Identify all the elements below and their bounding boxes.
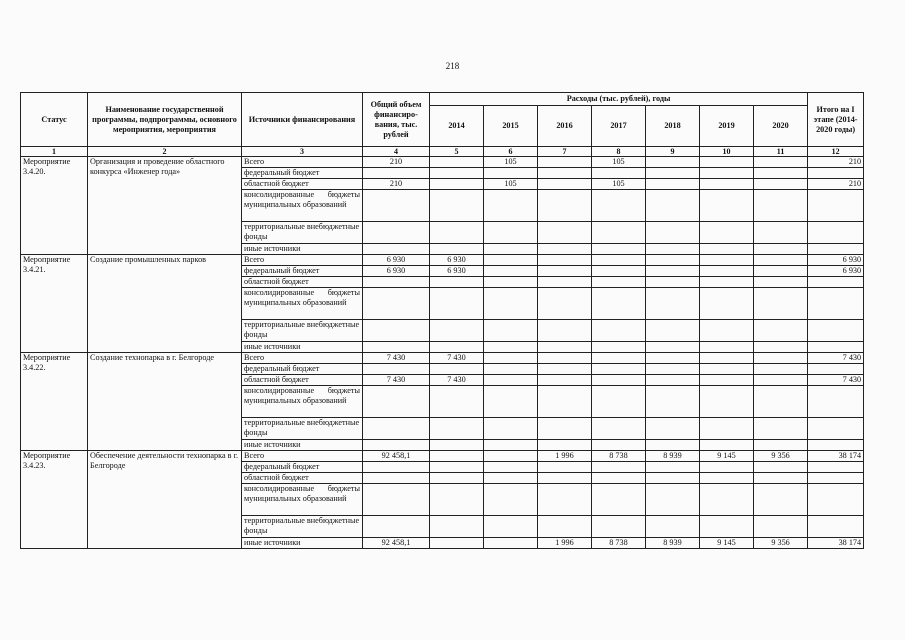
year-value-cell	[700, 168, 754, 179]
funding-source-cell: консолидированные бюджеты муниципальных образований	[242, 190, 363, 222]
year-value-cell	[754, 244, 808, 255]
table-row	[21, 255, 864, 266]
year-value-cell	[754, 277, 808, 288]
stage-total-cell	[808, 484, 864, 516]
header-year: 2016	[538, 106, 592, 147]
year-value-cell	[538, 244, 592, 255]
column-number: 3	[242, 147, 363, 157]
year-value-cell	[484, 277, 538, 288]
year-value-cell	[538, 157, 592, 168]
year-value-cell: 9 356	[754, 538, 808, 549]
year-value-cell	[484, 288, 538, 320]
year-value-cell	[538, 190, 592, 222]
column-number: 7	[538, 147, 592, 157]
header-year: 2017	[592, 106, 646, 147]
year-value-cell	[430, 538, 484, 549]
column-number: 1	[21, 147, 88, 157]
stage-total-cell	[808, 462, 864, 473]
year-value-cell	[538, 342, 592, 353]
year-value-cell	[592, 516, 646, 538]
header-year: 2020	[754, 106, 808, 147]
total-funding-cell	[363, 222, 430, 244]
year-value-cell	[592, 266, 646, 277]
year-value-cell	[646, 418, 700, 440]
year-value-cell	[538, 386, 592, 418]
year-value-cell	[700, 222, 754, 244]
year-value-cell	[592, 484, 646, 516]
year-value-cell	[646, 375, 700, 386]
status-cell: Мероприятие 3.4.23.	[21, 451, 88, 549]
funding-source-cell: иные источники	[242, 440, 363, 451]
year-value-cell	[754, 320, 808, 342]
funding-source-cell: иные источники	[242, 342, 363, 353]
total-funding-cell	[363, 386, 430, 418]
year-value-cell	[592, 244, 646, 255]
year-value-cell	[700, 440, 754, 451]
year-value-cell	[700, 342, 754, 353]
year-value-cell	[430, 386, 484, 418]
year-value-cell	[646, 244, 700, 255]
total-funding-cell: 210	[363, 157, 430, 168]
column-number: 4	[363, 147, 430, 157]
year-value-cell	[484, 222, 538, 244]
year-value-cell	[700, 473, 754, 484]
header-status: Статус	[21, 93, 88, 147]
year-value-cell	[538, 255, 592, 266]
year-value-cell	[484, 168, 538, 179]
year-value-cell	[484, 342, 538, 353]
year-value-cell	[592, 440, 646, 451]
year-value-cell	[484, 375, 538, 386]
year-value-cell: 8 939	[646, 451, 700, 462]
total-funding-cell: 6 930	[363, 266, 430, 277]
status-cell: Мероприятие 3.4.20.	[21, 157, 88, 255]
year-value-cell	[700, 179, 754, 190]
stage-total-cell	[808, 516, 864, 538]
year-value-cell	[754, 266, 808, 277]
year-value-cell	[646, 462, 700, 473]
year-value-cell	[646, 440, 700, 451]
year-value-cell	[700, 353, 754, 364]
total-funding-cell: 7 430	[363, 375, 430, 386]
year-value-cell	[430, 168, 484, 179]
total-funding-cell	[363, 190, 430, 222]
year-value-cell	[430, 473, 484, 484]
stage-total-cell	[808, 418, 864, 440]
year-value-cell	[430, 364, 484, 375]
year-value-cell	[430, 451, 484, 462]
column-number: 12	[808, 147, 864, 157]
year-value-cell	[484, 462, 538, 473]
stage-total-cell	[808, 277, 864, 288]
stage-total-cell	[808, 342, 864, 353]
year-value-cell	[646, 277, 700, 288]
year-value-cell	[538, 418, 592, 440]
funding-source-cell: областной бюджет	[242, 375, 363, 386]
year-value-cell	[700, 418, 754, 440]
year-value-cell	[484, 484, 538, 516]
year-value-cell	[700, 375, 754, 386]
year-value-cell	[538, 473, 592, 484]
funding-source-cell: консолидированные бюджеты муниципальных образований	[242, 288, 363, 320]
funding-source-cell: Всего	[242, 353, 363, 364]
funding-source-cell: территориальные внебюджетные фонды	[242, 418, 363, 440]
year-value-cell: 1 996	[538, 538, 592, 549]
year-value-cell	[484, 440, 538, 451]
year-value-cell: 1 996	[538, 451, 592, 462]
funding-source-cell: Всего	[242, 157, 363, 168]
year-value-cell	[592, 288, 646, 320]
column-number: 2	[88, 147, 242, 157]
status-cell: Мероприятие 3.4.21.	[21, 255, 88, 353]
year-value-cell	[754, 222, 808, 244]
stage-total-cell: 210	[808, 157, 864, 168]
column-number: 9	[646, 147, 700, 157]
year-value-cell: 9 356	[754, 451, 808, 462]
stage-total-cell	[808, 244, 864, 255]
year-value-cell	[646, 386, 700, 418]
year-value-cell	[484, 538, 538, 549]
year-value-cell	[430, 157, 484, 168]
header-year: 2014	[430, 106, 484, 147]
year-value-cell	[754, 418, 808, 440]
year-value-cell	[430, 288, 484, 320]
year-value-cell	[538, 364, 592, 375]
year-value-cell: 9 145	[700, 451, 754, 462]
total-funding-cell	[363, 168, 430, 179]
stage-total-cell	[808, 364, 864, 375]
year-value-cell	[538, 277, 592, 288]
year-value-cell	[700, 190, 754, 222]
header-year: 2018	[646, 106, 700, 147]
stage-total-cell: 210	[808, 179, 864, 190]
year-value-cell	[430, 440, 484, 451]
year-value-cell	[592, 320, 646, 342]
year-value-cell	[646, 353, 700, 364]
year-value-cell	[754, 364, 808, 375]
year-value-cell	[484, 418, 538, 440]
year-value-cell	[700, 484, 754, 516]
year-value-cell	[700, 288, 754, 320]
year-value-cell: 105	[484, 157, 538, 168]
total-funding-cell	[363, 516, 430, 538]
year-value-cell: 8 738	[592, 451, 646, 462]
total-funding-cell	[363, 440, 430, 451]
year-value-cell	[538, 353, 592, 364]
total-funding-cell	[363, 484, 430, 516]
funding-source-cell: Всего	[242, 255, 363, 266]
year-value-cell	[754, 484, 808, 516]
year-value-cell	[430, 484, 484, 516]
funding-source-cell: территориальные внебюджетные фонды	[242, 320, 363, 342]
header-expenses: Расходы (тыс. рублей), годы	[430, 93, 808, 106]
measure-name-cell: Обеспечение деятельности технопарка в г. Белгороде	[88, 451, 242, 549]
year-value-cell	[646, 168, 700, 179]
year-value-cell	[538, 320, 592, 342]
year-value-cell	[754, 255, 808, 266]
year-value-cell	[592, 168, 646, 179]
year-value-cell	[646, 516, 700, 538]
year-value-cell	[592, 255, 646, 266]
column-number: 8	[592, 147, 646, 157]
total-funding-cell: 7 430	[363, 353, 430, 364]
stage-total-cell: 38 174	[808, 538, 864, 549]
year-value-cell: 9 145	[700, 538, 754, 549]
stage-total-cell: 6 930	[808, 266, 864, 277]
year-value-cell	[700, 320, 754, 342]
funding-source-cell: территориальные внебюджетные фонды	[242, 516, 363, 538]
year-value-cell	[484, 386, 538, 418]
total-funding-cell: 210	[363, 179, 430, 190]
year-value-cell	[538, 222, 592, 244]
year-value-cell	[754, 440, 808, 451]
total-funding-cell	[363, 320, 430, 342]
header-sources: Источники финансирования	[242, 93, 363, 147]
year-value-cell	[646, 222, 700, 244]
stage-total-cell: 7 430	[808, 353, 864, 364]
stage-total-cell: 7 430	[808, 375, 864, 386]
stage-total-cell	[808, 222, 864, 244]
year-value-cell	[430, 277, 484, 288]
year-value-cell	[700, 277, 754, 288]
year-value-cell	[592, 375, 646, 386]
year-value-cell: 7 430	[430, 375, 484, 386]
funding-source-cell: федеральный бюджет	[242, 364, 363, 375]
year-value-cell	[592, 364, 646, 375]
year-value-cell	[754, 375, 808, 386]
year-value-cell	[430, 320, 484, 342]
measure-name-cell: Создание промышленных парков	[88, 255, 242, 353]
header-name: Наименование государственной программы, подпрограммы, основного мероприятия, мероприятия	[88, 93, 242, 147]
column-number: 10	[700, 147, 754, 157]
year-value-cell	[538, 516, 592, 538]
year-value-cell	[538, 484, 592, 516]
year-value-cell	[646, 342, 700, 353]
year-value-cell	[430, 462, 484, 473]
table-row	[21, 451, 864, 462]
year-value-cell	[646, 473, 700, 484]
year-value-cell	[646, 190, 700, 222]
year-value-cell	[484, 255, 538, 266]
year-value-cell	[430, 418, 484, 440]
year-value-cell	[592, 222, 646, 244]
stage-total-cell: 6 930	[808, 255, 864, 266]
year-value-cell	[592, 418, 646, 440]
year-value-cell: 7 430	[430, 353, 484, 364]
stage-total-cell	[808, 190, 864, 222]
total-funding-cell: 92 458,1	[363, 451, 430, 462]
year-value-cell	[538, 266, 592, 277]
funding-source-cell: областной бюджет	[242, 277, 363, 288]
year-value-cell	[754, 353, 808, 364]
funding-source-cell: областной бюджет	[242, 179, 363, 190]
header-total: Общий объем финансиро-вания, тыс. рублей	[363, 93, 430, 147]
stage-total-cell	[808, 440, 864, 451]
stage-total-cell: 38 174	[808, 451, 864, 462]
measure-name-cell: Организация и проведение областного конкурса «Инженер года»	[88, 157, 242, 255]
funding-source-cell: федеральный бюджет	[242, 168, 363, 179]
year-value-cell	[646, 157, 700, 168]
header-year: 2019	[700, 106, 754, 147]
year-value-cell	[484, 451, 538, 462]
year-value-cell: 6 930	[430, 266, 484, 277]
year-value-cell	[484, 244, 538, 255]
year-value-cell	[646, 364, 700, 375]
year-value-cell	[592, 462, 646, 473]
total-funding-cell: 6 930	[363, 255, 430, 266]
year-value-cell: 8 738	[592, 538, 646, 549]
year-value-cell	[646, 288, 700, 320]
measure-name-cell: Создание технопарка в г. Белгороде	[88, 353, 242, 451]
year-value-cell	[754, 473, 808, 484]
year-value-cell	[700, 386, 754, 418]
year-value-cell	[646, 484, 700, 516]
year-value-cell	[646, 320, 700, 342]
column-number: 5	[430, 147, 484, 157]
year-value-cell	[538, 288, 592, 320]
year-value-cell	[754, 190, 808, 222]
year-value-cell	[646, 266, 700, 277]
year-value-cell	[484, 364, 538, 375]
total-funding-cell	[363, 277, 430, 288]
year-value-cell	[538, 375, 592, 386]
year-value-cell	[430, 179, 484, 190]
year-value-cell	[484, 516, 538, 538]
year-value-cell	[700, 516, 754, 538]
year-value-cell	[430, 342, 484, 353]
funding-source-cell: федеральный бюджет	[242, 266, 363, 277]
stage-total-cell	[808, 288, 864, 320]
year-value-cell	[754, 386, 808, 418]
year-value-cell	[646, 255, 700, 266]
year-value-cell	[754, 516, 808, 538]
total-funding-cell	[363, 342, 430, 353]
year-value-cell	[592, 353, 646, 364]
year-value-cell	[700, 255, 754, 266]
year-value-cell	[592, 473, 646, 484]
year-value-cell	[700, 244, 754, 255]
total-funding-cell	[363, 473, 430, 484]
funding-source-cell: областной бюджет	[242, 473, 363, 484]
year-value-cell: 105	[592, 179, 646, 190]
status-cell: Мероприятие 3.4.22.	[21, 353, 88, 451]
header-stage-total: Итого на I этапе (2014-2020 годы)	[808, 93, 864, 147]
year-value-cell: 105	[592, 157, 646, 168]
total-funding-cell	[363, 364, 430, 375]
funding-source-cell: консолидированные бюджеты муниципальных образований	[242, 484, 363, 516]
funding-source-cell: территориальные внебюджетные фонды	[242, 222, 363, 244]
year-value-cell	[484, 190, 538, 222]
year-value-cell	[592, 190, 646, 222]
year-value-cell	[484, 473, 538, 484]
stage-total-cell	[808, 473, 864, 484]
year-value-cell	[430, 190, 484, 222]
stage-total-cell	[808, 168, 864, 179]
total-funding-cell	[363, 462, 430, 473]
page-number: 218	[445, 61, 460, 71]
year-value-cell	[592, 342, 646, 353]
funding-source-cell: Всего	[242, 451, 363, 462]
total-funding-cell	[363, 244, 430, 255]
year-value-cell	[430, 244, 484, 255]
year-value-cell	[646, 179, 700, 190]
total-funding-cell: 92 458,1	[363, 538, 430, 549]
year-value-cell	[754, 288, 808, 320]
year-value-cell	[538, 462, 592, 473]
funding-source-cell: иные источники	[242, 244, 363, 255]
year-value-cell: 8 939	[646, 538, 700, 549]
total-funding-cell	[363, 288, 430, 320]
year-value-cell	[430, 516, 484, 538]
year-value-cell: 6 930	[430, 255, 484, 266]
year-value-cell	[484, 266, 538, 277]
year-value-cell: 105	[484, 179, 538, 190]
year-value-cell	[538, 179, 592, 190]
funding-source-cell: федеральный бюджет	[242, 462, 363, 473]
funding-source-cell: иные источники	[242, 538, 363, 549]
year-value-cell	[538, 168, 592, 179]
year-value-cell	[592, 386, 646, 418]
stage-total-cell	[808, 320, 864, 342]
budget-table	[20, 92, 864, 549]
year-value-cell	[754, 157, 808, 168]
year-value-cell	[700, 266, 754, 277]
total-funding-cell	[363, 418, 430, 440]
year-value-cell	[538, 440, 592, 451]
table-row	[21, 157, 864, 168]
year-value-cell	[484, 320, 538, 342]
year-value-cell	[484, 353, 538, 364]
column-number: 6	[484, 147, 538, 157]
year-value-cell	[754, 462, 808, 473]
year-value-cell	[754, 179, 808, 190]
year-value-cell	[592, 277, 646, 288]
column-number: 11	[754, 147, 808, 157]
funding-source-cell: консолидированные бюджеты муниципальных образований	[242, 386, 363, 418]
year-value-cell	[700, 364, 754, 375]
year-value-cell	[430, 222, 484, 244]
stage-total-cell	[808, 386, 864, 418]
year-value-cell	[754, 342, 808, 353]
year-value-cell	[700, 157, 754, 168]
year-value-cell	[754, 168, 808, 179]
year-value-cell	[700, 462, 754, 473]
table-row	[21, 353, 864, 364]
header-year: 2015	[484, 106, 538, 147]
